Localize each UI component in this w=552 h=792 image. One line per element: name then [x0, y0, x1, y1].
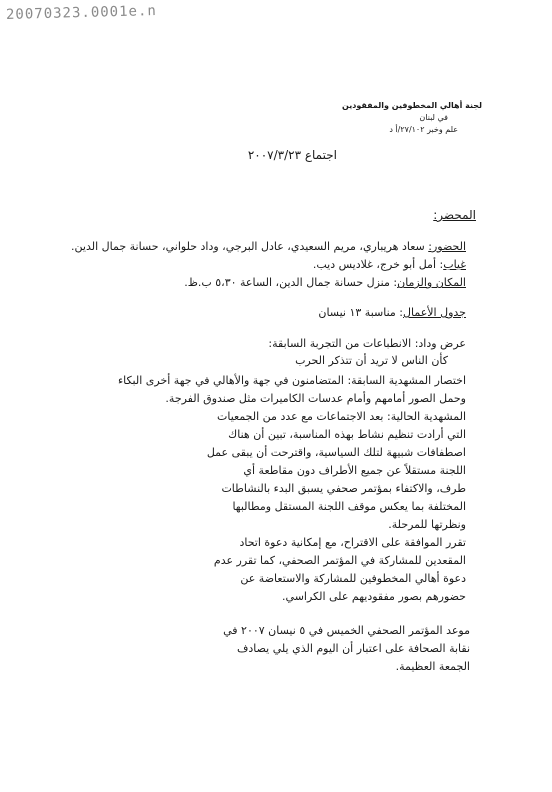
- place-time-line: [184, 276, 466, 289]
- closing-line: الجمعة العظيمة.: [395, 660, 470, 673]
- attendees-line: [71, 240, 466, 253]
- body-line: التي أرادت تنظيم نشاط بهذه المناسبة، تبين أن هناك: [228, 428, 466, 441]
- body-line: دعوة أهالي المخطوفين للمشاركة والاستعاضة عن: [240, 572, 466, 585]
- body-line: المشهدية الحالية: بعد الاجتماعات مع عدد من الجمعيات: [216, 410, 466, 423]
- body-line: طرف، والاكتفاء بمؤتمر صحفي يسبق البدء بالنشاطات: [221, 482, 466, 495]
- absent-label: غياب: [443, 258, 466, 271]
- body-line: اختصار المشهدية السابقة: المتضامنون في جهة والأهالي في جهة أخرى البكاء: [117, 374, 466, 387]
- closing-line: موعد المؤتمر الصحفي الخميس في ٥ نيسان ٢٠٠٧ في: [223, 624, 470, 637]
- minutes-heading: المحضر:: [433, 208, 476, 222]
- body-line: اصطفافات شبيهة لتلك السياسية، واقترحت أن يبقى عمل: [206, 446, 466, 459]
- handwritten-reference: 20070323.0001e.n: [5, 3, 158, 23]
- body-line: وحمل الصور أمامهم وأمام عدسات الكاميرات مثل صندوق الفرجة.: [165, 392, 466, 405]
- body-line: تقرر الموافقة على الاقتراح، مع إمكانية دعوة اتحاد: [239, 536, 466, 549]
- body-line: حضورهم بصور مفقوديهم على الكراسي.: [282, 590, 466, 603]
- closing-line: نقابة الصحافة على اعتبار أن اليوم الذي يلي يصادف: [236, 642, 470, 655]
- org-license: علم وخبر ٢٧/١٠٢/أ د: [389, 125, 458, 134]
- absent-line: [313, 258, 466, 271]
- org-name: لجنة أهالي المخطوفين والمفقودين: [342, 101, 482, 110]
- body-line: عرض وداد: الانطباعات من التجربة السابقة:: [268, 337, 466, 350]
- place-time-text: : منزل حسانة جمال الدين، الساعة ٥،٣٠ ب.ظ.: [184, 276, 398, 289]
- attendees-text: سعاد هريباري، مريم السعيدي، عادل البرجي، وداد حلواني، حسانة جمال الدين.: [71, 240, 429, 253]
- agenda-line: [318, 306, 466, 319]
- org-location: في لبنان: [419, 113, 448, 122]
- body-line: ونظرتها للمرحلة.: [388, 518, 466, 531]
- agenda-label: جدول الأعمال: [403, 306, 466, 319]
- attendees-label: الحضور:: [428, 240, 466, 253]
- place-time-label: المكان والزمان: [397, 276, 466, 289]
- absent-text: : أمل أبو خرج، غلاديس ديب.: [312, 258, 444, 271]
- body-line: كأن الناس لا تريد أن تتذكر الحرب: [295, 354, 448, 367]
- meeting-title: اجتماع ٢٠٠٧/٣/٢٣: [247, 148, 337, 162]
- agenda-text: : مناسبة ١٣ نيسان: [318, 306, 404, 319]
- body-line: المختلفة بما يعكس موقف اللجنة المستقل ومطالبها: [232, 500, 466, 513]
- body-line: المقعدين للمشاركة في المؤتمر الصحفي، كما تقرر عدم: [213, 554, 466, 567]
- body-line: اللجنة مستقلاً عن جميع الأطراف دون مقاطعة أي: [243, 464, 466, 477]
